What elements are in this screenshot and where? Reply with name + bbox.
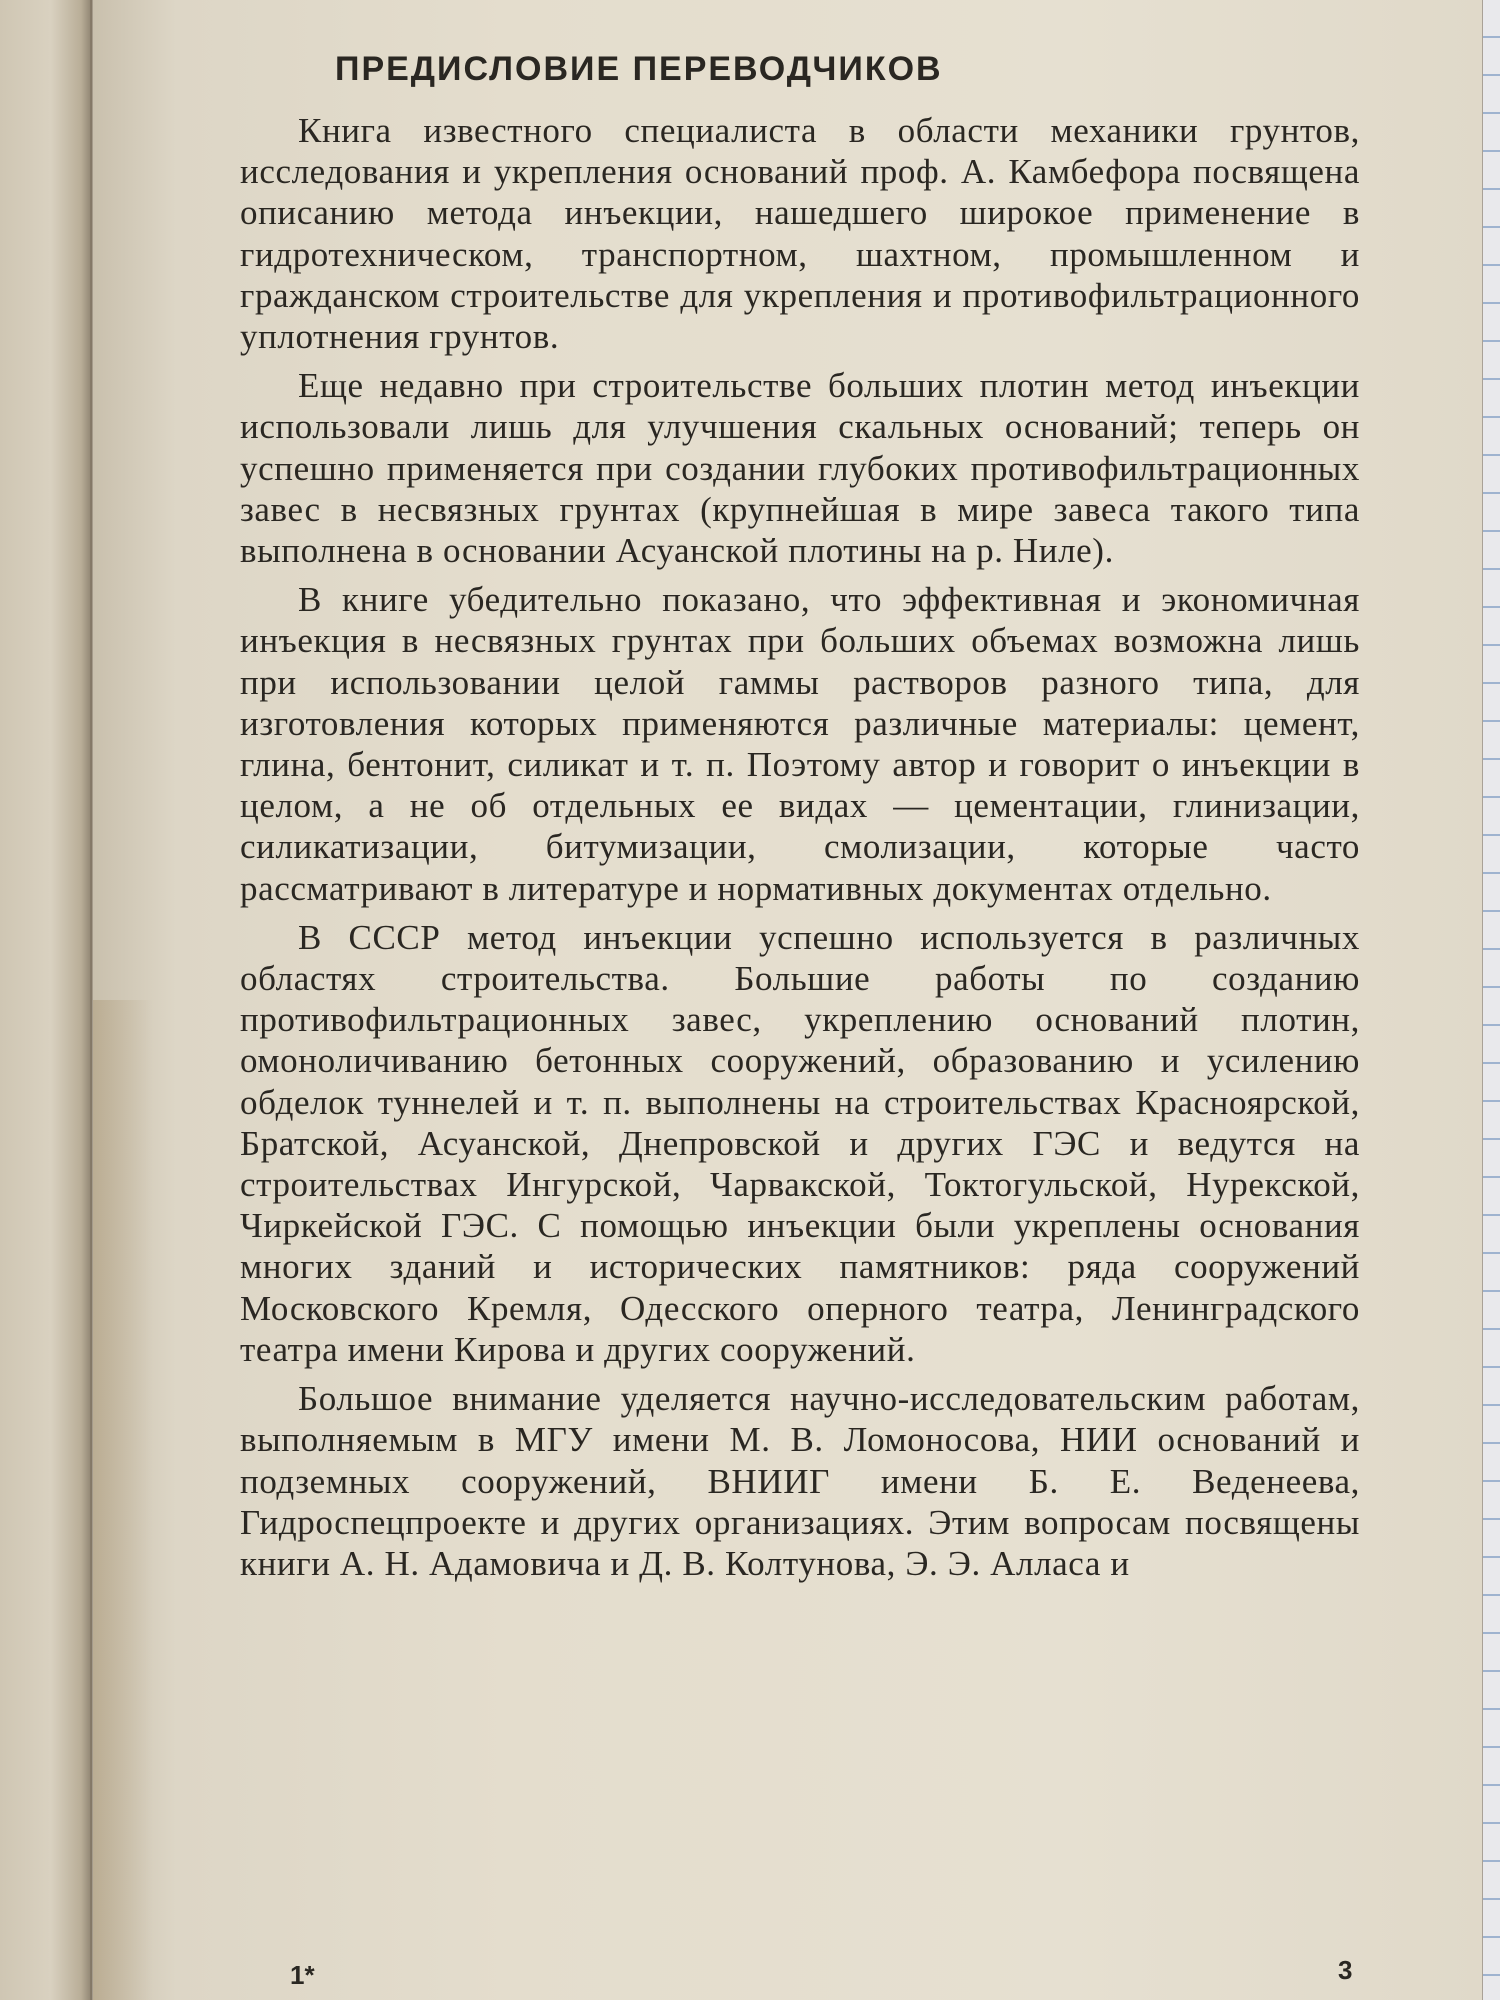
body-text [240, 110, 1360, 1592]
previous-page-edge [0, 0, 92, 2000]
paragraph: В СССР метод инъекции успешно используется в различных областях строительства. Большие работы по созданию противофильтрационных завес, укреплению оснований плотин, омоноличиванию бетонных сооружений, образованию и усилению обделок туннелей и т. п. выполнены на строительствах Красноярской, Братской, Асуанской, Днепровской и других ГЭС и ведутся на строительствах Ингурской, Чарвакской, Токтогульской, Нурекской, Чиркейской ГЭС. С помощью инъекции были укреплены основания многих зданий и исторических памятников: ряда сооружений Московского Кремля, Одесского оперного театра, Ленинградского театра имени Кирова и других сооружений. [240, 917, 1360, 1369]
paragraph: Книга известного специалиста в области механики грунтов, исследования и укрепления оснований проф. А. Камбефора посвящена описанию метода инъекции, нашедшего широкое применение в гидротехническом, транспортном, шахтном, промышленном и гражданском строительстве для укрепления и противофильтрационного уплотнения грунтов. [240, 111, 1360, 357]
notebook-paper-edge [1482, 0, 1500, 2000]
signature-mark: 1* [290, 1960, 315, 1990]
page-number: 3 [1338, 1955, 1353, 1985]
paragraph: В книге убедительно показано, что эффективная и экономичная инъекция в несвязных грунтах при больших объемах возможна лишь при использовании целой гаммы растворов разного типа, для изготовления которых применяются различные материалы: цемент, глина, бентонит, силикат и т. п. Поэтому автор и говорит о инъекции в целом, а не об отдельных ее видах — цементации, глинизации, силикатизации, битумизации, смолизации, которые часто рассматривают в литературе и нормативных документах отдельно. [240, 580, 1360, 908]
page-heading: ПРЕДИСЛОВИЕ ПЕРЕВОДЧИКОВ [335, 50, 943, 88]
paragraph: Большое внимание уделяется научно-исследовательским работам, выполняемым в МГУ имени М. В. Ломоносова, НИИ оснований и подземных сооружений, ВНИИГ имени Б. Е. Веденеева, Гидроспецпроекте и других организациях. Этим вопросам посвящены книги А. Н. Адамовича и Д. В. Колтунова, Э. Э. Алласа и [240, 1379, 1360, 1583]
page-stain [93, 1000, 153, 2000]
paragraph: Еще недавно при строительстве больших плотин метод инъекции использовали лишь для улучшения скальных оснований; теперь он успешно применяется при создании глубоких противофильтрационных завес в несвязных грунтах (крупнейшая в мире завеса такого типа выполнена в основании Асуанской плотины на р. Ниле). [240, 366, 1360, 571]
